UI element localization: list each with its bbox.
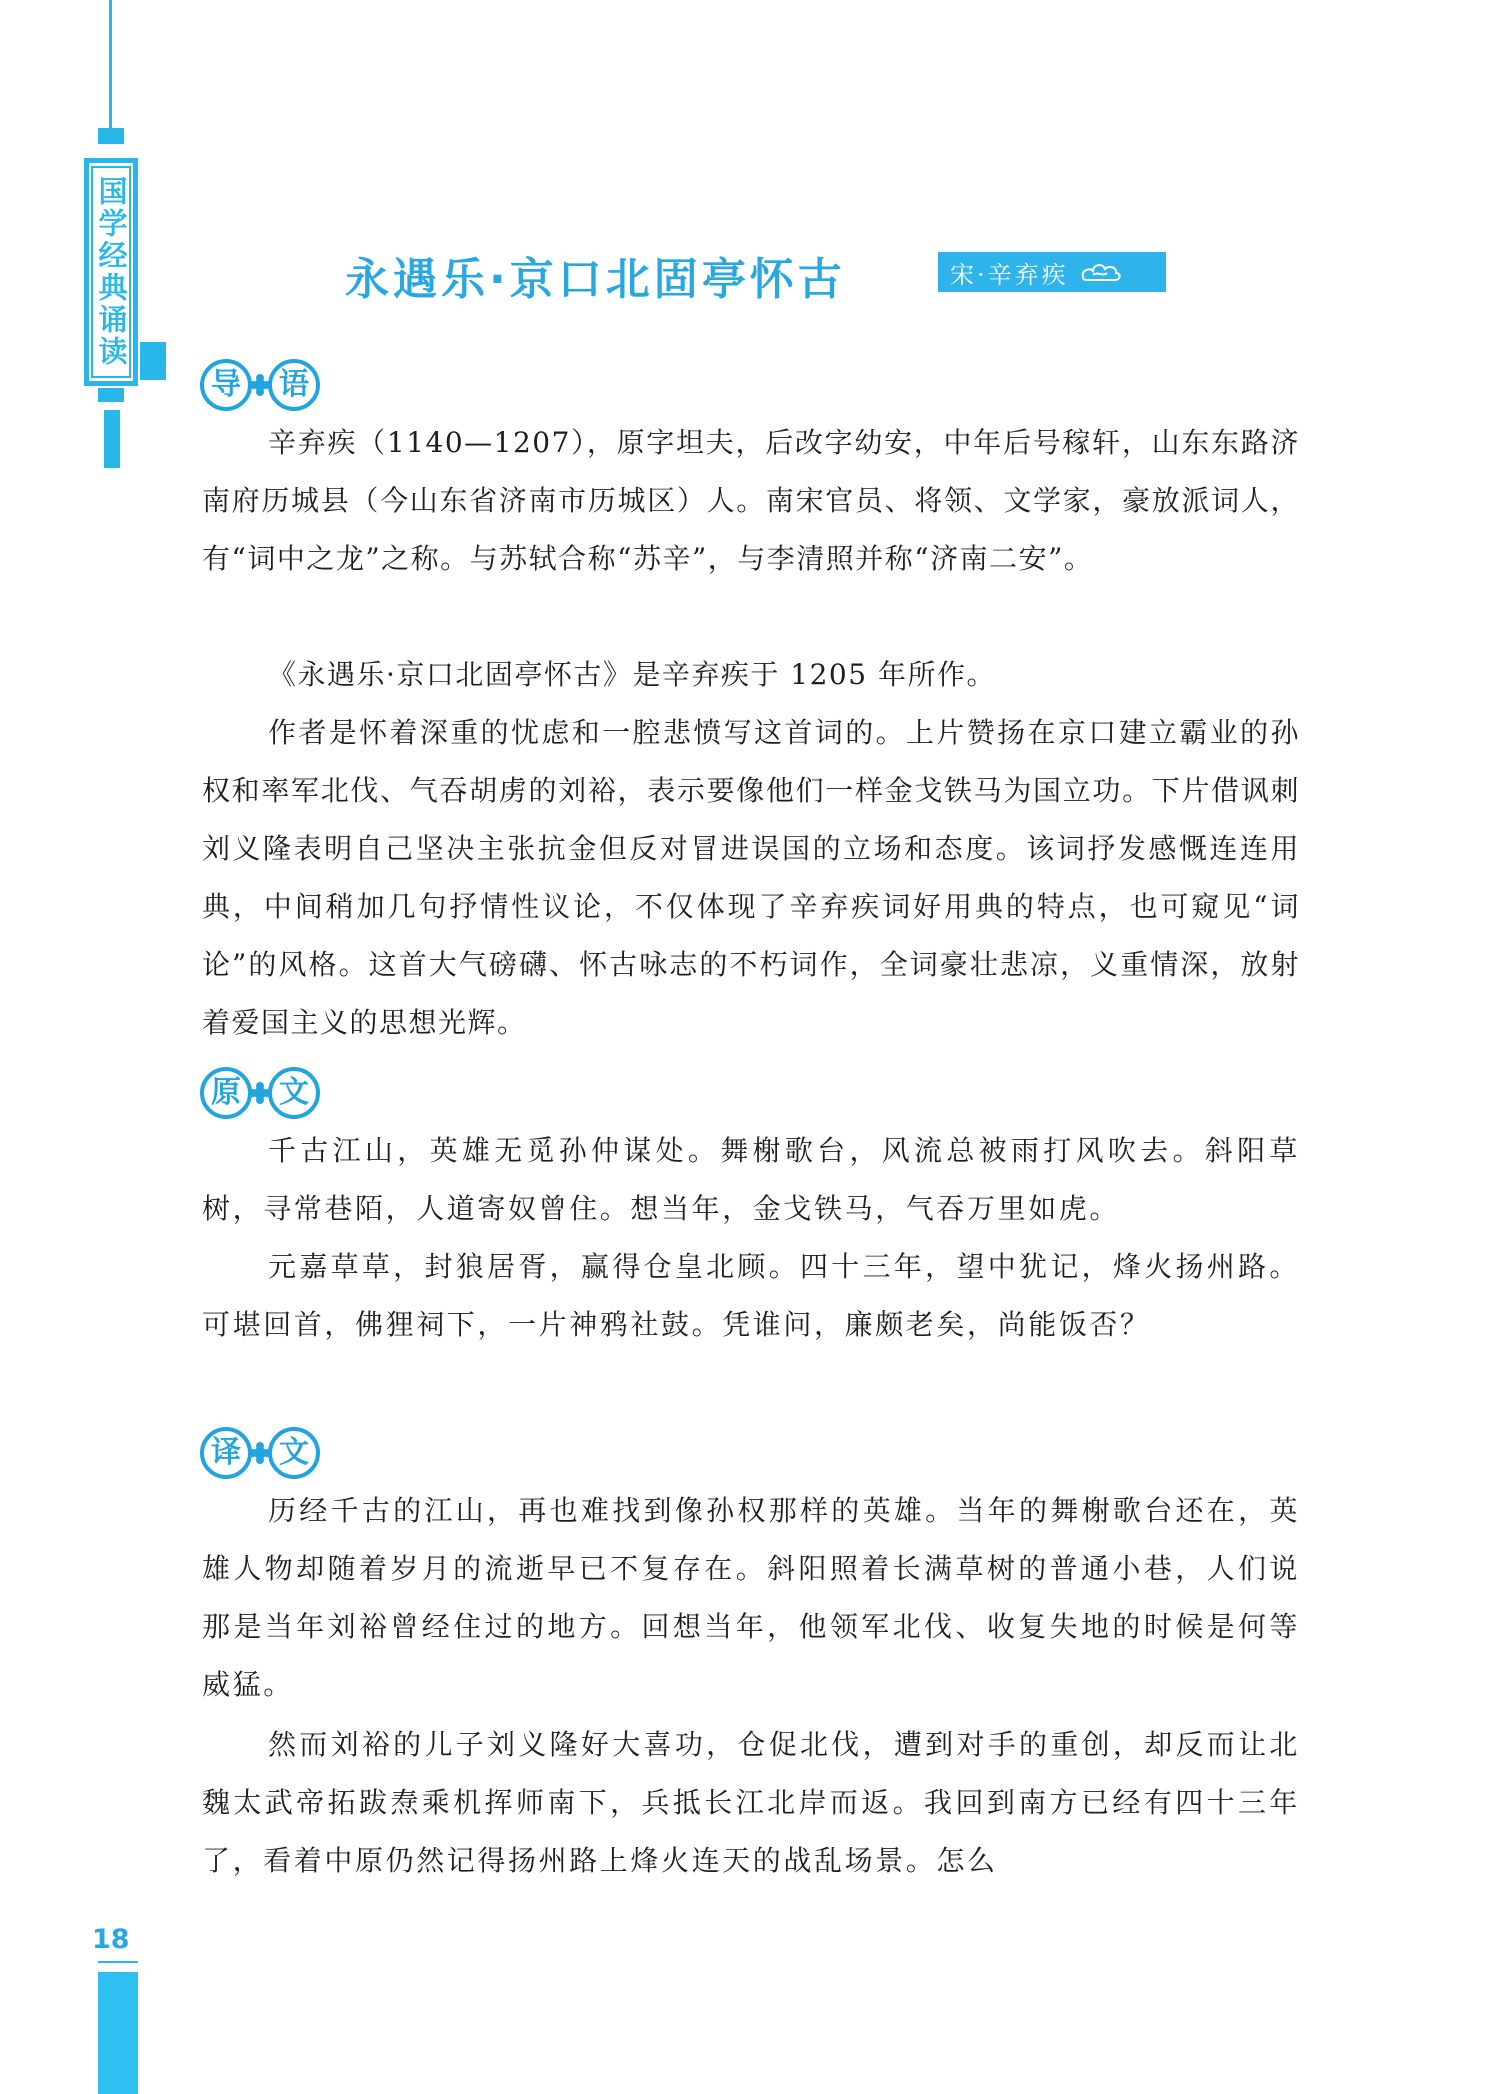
tab-tassel — [104, 410, 120, 468]
section-char: 原 — [211, 1075, 241, 1110]
page-number: 18 — [92, 1924, 130, 1955]
author-label: 宋·辛弃疾 — [950, 260, 1069, 289]
section-char: 导 — [211, 367, 241, 402]
section-char: 译 — [211, 1435, 241, 1470]
tab-knob-bottom — [98, 388, 124, 402]
intro-paragraph: 作者是怀着深重的忧虑和一腔悲愤写这首词的。上片赞扬在京口建立霸业的孙权和率军北伐、气吞胡虏的刘裕，表示要像他们一样金戈铁马为国立功。下片借讽刺刘义隆表明自己坚决主张抗金但反对冒进误国的立场和态度。该词抒发感慨连连用典，中间稍加几句抒情性议论，不仅体现了辛弃疾词好用典的特点，也可窥见“词论”的风格。这首大气磅礴、怀古咏志的不朽词作，全词豪壮悲凉，义重情深，放射着爱国主义的思想光辉。 — [202, 716, 1300, 1039]
section-char: 文 — [279, 1075, 309, 1110]
original-paragraph: 千古江山，英雄无觅孙仲谋处。舞榭歌台，风流总被雨打风吹去。斜阳草树，寻常巷陌，人道寄奴曾住。想当年，金戈铁马，气吞万里如虎。 — [202, 1134, 1300, 1225]
section-char: 语 — [279, 367, 309, 402]
intro-paragraph: 《永遇乐·京口北固亭怀古》是辛弃疾于 1205 年所作。 — [268, 658, 996, 691]
translation-paragraph: 历经千古的江山，再也难找到像孙权那样的英雄。当年的舞榭歌台还在，英雄人物却随着岁月的流逝早已不复存在。斜阳照着长满草树的普通小巷，人们说那是当年刘裕曾经住过的地方。回想当年，他领军北伐、收复失地的时候是何等威猛。 — [202, 1494, 1300, 1701]
cloud-icon — [1079, 259, 1123, 285]
section-header-intro — [198, 356, 328, 416]
original-paragraph: 元嘉草草，封狼居胥，赢得仓皇北顾。四十三年，望中犹记，烽火扬州路。可堪回首，佛狸祠下，一片神鸦社鼓。凭谁问，廉颇老矣，尚能饭否？ — [202, 1250, 1300, 1341]
author-badge — [938, 252, 1166, 292]
section-char: 文 — [279, 1435, 309, 1470]
page-number-rule — [98, 1961, 138, 1963]
section-header-original — [198, 1064, 328, 1124]
side-tab — [84, 158, 138, 386]
section-header-translation — [198, 1424, 328, 1484]
intro-paragraph: 辛弃疾（1140—1207），原字坦夫，后改字幼安，中年后号稼轩，山东东路济南府历城县（今山东省济南市历城区）人。南宋官员、将领、文学家，豪放派词人，有“词中之龙”之称。与苏轼合称“苏辛”，与李清照并称“济南二安”。 — [202, 426, 1300, 575]
side-tab-inner — [91, 166, 131, 378]
page-edge-bar — [98, 1972, 138, 2094]
tab-string — [109, 0, 112, 130]
translation-paragraph: 然而刘裕的儿子刘义隆好大喜功，仓促北伐，遭到对手的重创，却反而让北魏太武帝拓跋焘乘机挥师南下，兵抵长江北岸而返。我回到南方已经有四十三年了，看着中原仍然记得扬州路上烽火连天的战乱场景。怎么 — [202, 1728, 1300, 1877]
side-tab-label: 国学经典诵读 — [94, 176, 129, 368]
tab-marker — [140, 342, 166, 380]
page-title: 永遇乐·京口北固亭怀古 — [345, 254, 846, 305]
tab-knob-top — [98, 128, 124, 144]
